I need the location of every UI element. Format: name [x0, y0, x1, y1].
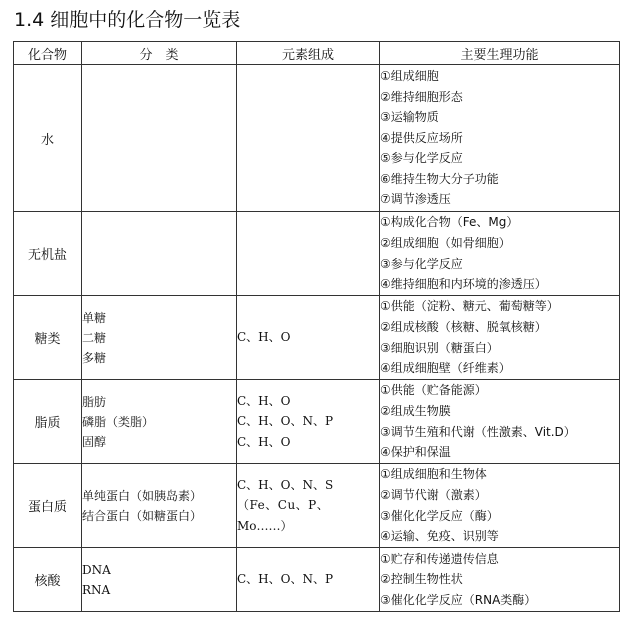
element-line: C、H、O: [237, 393, 291, 408]
elements-cell: [237, 65, 380, 212]
class-item: DNA: [82, 562, 111, 577]
header-elements: 元素组成: [237, 42, 380, 65]
elements-cell: [237, 296, 380, 380]
function-item: ②控制生物性状: [380, 572, 463, 587]
compound-cell: 水: [14, 65, 82, 212]
class-item: 固醇: [82, 434, 107, 449]
header-functions: 主要生理功能: [380, 42, 620, 65]
elements-cell: [237, 464, 380, 548]
function-item: ③运输物质: [380, 110, 439, 125]
classification-cell: [82, 548, 237, 612]
function-item: ⑦调节渗透压: [380, 192, 451, 207]
class-item: RNA: [82, 582, 111, 597]
function-item: ④保护和保温: [380, 445, 451, 460]
table-row: [14, 212, 620, 296]
function-item: ④运输、免疫、识别等: [380, 529, 499, 544]
function-item: ⑤参与化学反应: [380, 151, 463, 166]
function-item: ①组成细胞: [380, 68, 439, 83]
table-header-row: [14, 42, 620, 65]
class-item: 单纯蛋白（如胰岛素）: [82, 488, 203, 503]
table-row: [14, 548, 620, 612]
class-item: 结合蛋白（如糖蛋白）: [82, 508, 203, 523]
classification-cell: [82, 464, 237, 548]
element-line: C、H、O: [237, 330, 291, 345]
function-item: ①贮存和传递遗传信息: [380, 551, 499, 566]
class-item: 磷脂（类脂）: [82, 414, 155, 429]
function-item: ④组成细胞壁（纤维素）: [380, 361, 511, 376]
header-compound: 化合物: [14, 42, 82, 65]
compound-cell: 蛋白质: [14, 464, 82, 548]
function-item: ④维持细胞和内环境的渗透压）: [380, 277, 547, 292]
function-item: ①构成化合物（Fe、Mg）: [380, 215, 519, 230]
elements-cell: [237, 380, 380, 464]
function-item: ②组成细胞（如骨细胞）: [380, 235, 511, 250]
function-item: ①供能（淀粉、糖元、葡萄糖等）: [380, 299, 559, 314]
element-line: C、H、O、N、P: [237, 414, 334, 429]
elements-cell: [237, 548, 380, 612]
function-item: ③细胞识别（糖蛋白）: [380, 340, 499, 355]
table-row: [14, 380, 620, 464]
header-classification: 分 类: [82, 42, 237, 65]
function-item: ②维持细胞形态: [380, 89, 463, 104]
functions-cell: [380, 65, 620, 212]
element-line: （Fe、Cu、P、: [237, 498, 330, 513]
element-line: C、H、O: [237, 434, 291, 449]
elements-cell: [237, 212, 380, 296]
classification-cell: [82, 65, 237, 212]
function-item: ③催化化学反应（RNA类酶）: [380, 592, 537, 607]
function-item: ④提供反应场所: [380, 130, 463, 145]
function-item: ②组成生物膜: [380, 403, 451, 418]
functions-cell: [380, 296, 620, 380]
element-line: C、H、O、N、S: [237, 477, 334, 492]
table-row: [14, 296, 620, 380]
functions-cell: [380, 464, 620, 548]
function-item: ①组成细胞和生物体: [380, 467, 487, 482]
functions-cell: [380, 212, 620, 296]
function-item: ③参与化学反应: [380, 256, 463, 271]
class-item: 二糖: [82, 330, 107, 345]
functions-cell: [380, 548, 620, 612]
page-title: 1.4 细胞中的化合物一览表: [14, 9, 241, 31]
table-row: [14, 65, 620, 212]
compound-cell: 脂质: [14, 380, 82, 464]
function-item: ⑥维持生物大分子功能: [380, 171, 499, 186]
element-line: C、H、O、N、P: [237, 572, 334, 587]
compound-cell: 核酸: [14, 548, 82, 612]
element-line: Mo……）: [237, 518, 293, 533]
table-row: [14, 464, 620, 548]
function-item: ②调节代谢（激素）: [380, 487, 487, 502]
classification-cell: [82, 380, 237, 464]
function-item: ①供能（贮备能源）: [380, 383, 487, 398]
functions-cell: [380, 380, 620, 464]
class-item: 脂肪: [82, 394, 107, 409]
class-item: 单糖: [82, 310, 107, 325]
compounds-table: [13, 41, 620, 612]
function-item: ②组成核酸（核糖、脱氧核糖）: [380, 319, 547, 334]
classification-cell: [82, 296, 237, 380]
function-item: ③调节生殖和代谢（性激素、Vit.D）: [380, 424, 576, 439]
function-item: ③催化化学反应（酶）: [380, 508, 499, 523]
classification-cell: [82, 212, 237, 296]
compound-cell: 无机盐: [14, 212, 82, 296]
compound-cell: 糖类: [14, 296, 82, 380]
class-item: 多糖: [82, 350, 107, 365]
